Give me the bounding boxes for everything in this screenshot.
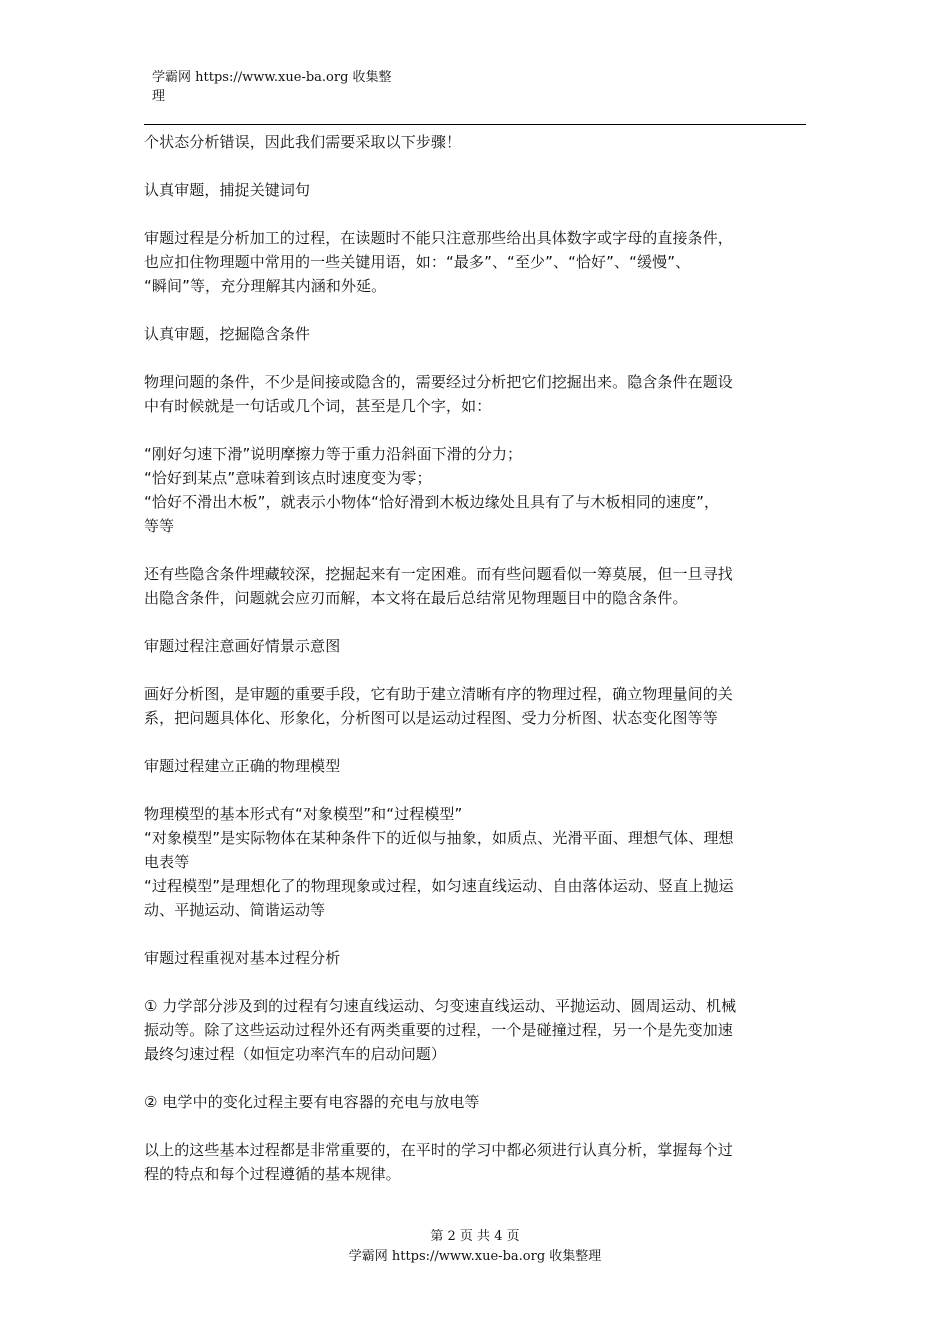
text-line: “恰好到某点”意味着到该点时速度变为零； [144,469,432,487]
blank-line [144,778,806,802]
section-heading: 认真审题，捕捉关键词句 [144,181,311,199]
section-heading: 认真审题，挖掘隐含条件 [144,325,311,343]
blank-line [144,298,806,322]
blank-line [144,1114,806,1138]
blank-line [144,922,806,946]
blank-line [144,610,806,634]
blank-line [144,202,806,226]
blank-line [144,418,806,442]
text-line: 也应扣住物理题中常用的一些关键用语，如：“最多”、“至少”、“恰好”、“缓慢”、 [144,253,691,271]
text-line: 审题过程是分析加工的过程，在读题时不能只注意那些给出具体数字或字母的直接条件， [144,229,733,247]
page-header [152,68,432,106]
blank-line [144,730,806,754]
text-line: “对象模型”是实际物体在某种条件下的近似与抽象，如质点、光滑平面、理想气体、理想 [144,829,734,847]
text-line: 物理模型的基本形式有“对象模型”和“过程模型” [144,805,463,823]
text-line: 物理问题的条件，不少是间接或隐含的，需要经过分析把它们挖掘出来。隐含条件在题设 [144,373,733,391]
text-line: ② 电学中的变化过程主要有电容器的充电与放电等 [144,1093,480,1111]
text-line: 振动等。除了这些运动过程外还有两类重要的过程，一个是碰撞过程，另一个是先变加速 [144,1021,733,1039]
text-line: 个状态分析错误，因此我们需要采取以下步骤！ [144,133,462,151]
text-line: 系，把问题具体化、形象化，分析图可以是运动过程图、受力分析图、状态变化图等等 [144,709,718,727]
header-source-line2: 理 [152,89,166,104]
text-line: 动、平抛运动、简谐运动等 [144,901,326,919]
text-line: “恰好不滑出木板”，就表示小物体“恰好滑到木板边缘处且具有了与木板相同的速度”， [144,493,720,511]
blank-line [144,538,806,562]
text-line: 画好分析图，是审题的重要手段，它有助于建立清晰有序的物理过程，确立物理量间的关 [144,685,733,703]
blank-line [144,346,806,370]
section-heading: 审题过程注意画好情景示意图 [144,637,341,655]
blank-line [144,658,806,682]
blank-line [144,154,806,178]
blank-line [144,1066,806,1090]
section-heading: 审题过程重视对基本过程分析 [144,949,341,967]
text-line: 等等 [144,517,175,535]
text-line: ① 力学部分涉及到的过程有匀速直线运动、匀变速直线运动、平抛运动、圆周运动、机械 [144,997,737,1015]
footer-source: 学霸网 https://www.xue-ba.org 收集整理 [348,1249,602,1264]
header-divider [144,124,806,125]
text-line: “刚好匀速下滑”说明摩擦力等于重力沿斜面下滑的分力； [144,445,523,463]
page-number: 第 2 页 共 4 页 [430,1229,520,1244]
text-line: 程的特点和每个过程遵循的基本规律。 [144,1165,401,1183]
text-line: 中有时候就是一句话或几个词，甚至是几个字，如： [144,397,492,415]
text-line: 以上的这些基本过程都是非常重要的，在平时的学习中都必须进行认真分析，掌握每个过 [144,1141,733,1159]
document-body [144,130,806,1186]
section-heading: 审题过程建立正确的物理模型 [144,757,341,775]
text-line: 出隐含条件，问题就会应刃而解，本文将在最后总结常见物理题目中的隐含条件。 [144,589,688,607]
text-line: “瞬间”等，充分理解其内涵和外延。 [144,277,387,295]
header-source-line1: 学霸网 https://www.xue-ba.org 收集整 [152,70,392,85]
text-line: “过程模型”是理想化了的物理现象或过程，如匀速直线运动、自由落体运动、竖直上抛运 [144,877,734,895]
blank-line [144,970,806,994]
text-line: 电表等 [144,853,190,871]
text-line: 最终匀速过程（如恒定功率汽车的启动问题） [144,1045,447,1063]
text-line: 还有些隐含条件埋藏较深，挖掘起来有一定困难。而有些问题看似一筹莫展，但一旦寻找 [144,565,733,583]
